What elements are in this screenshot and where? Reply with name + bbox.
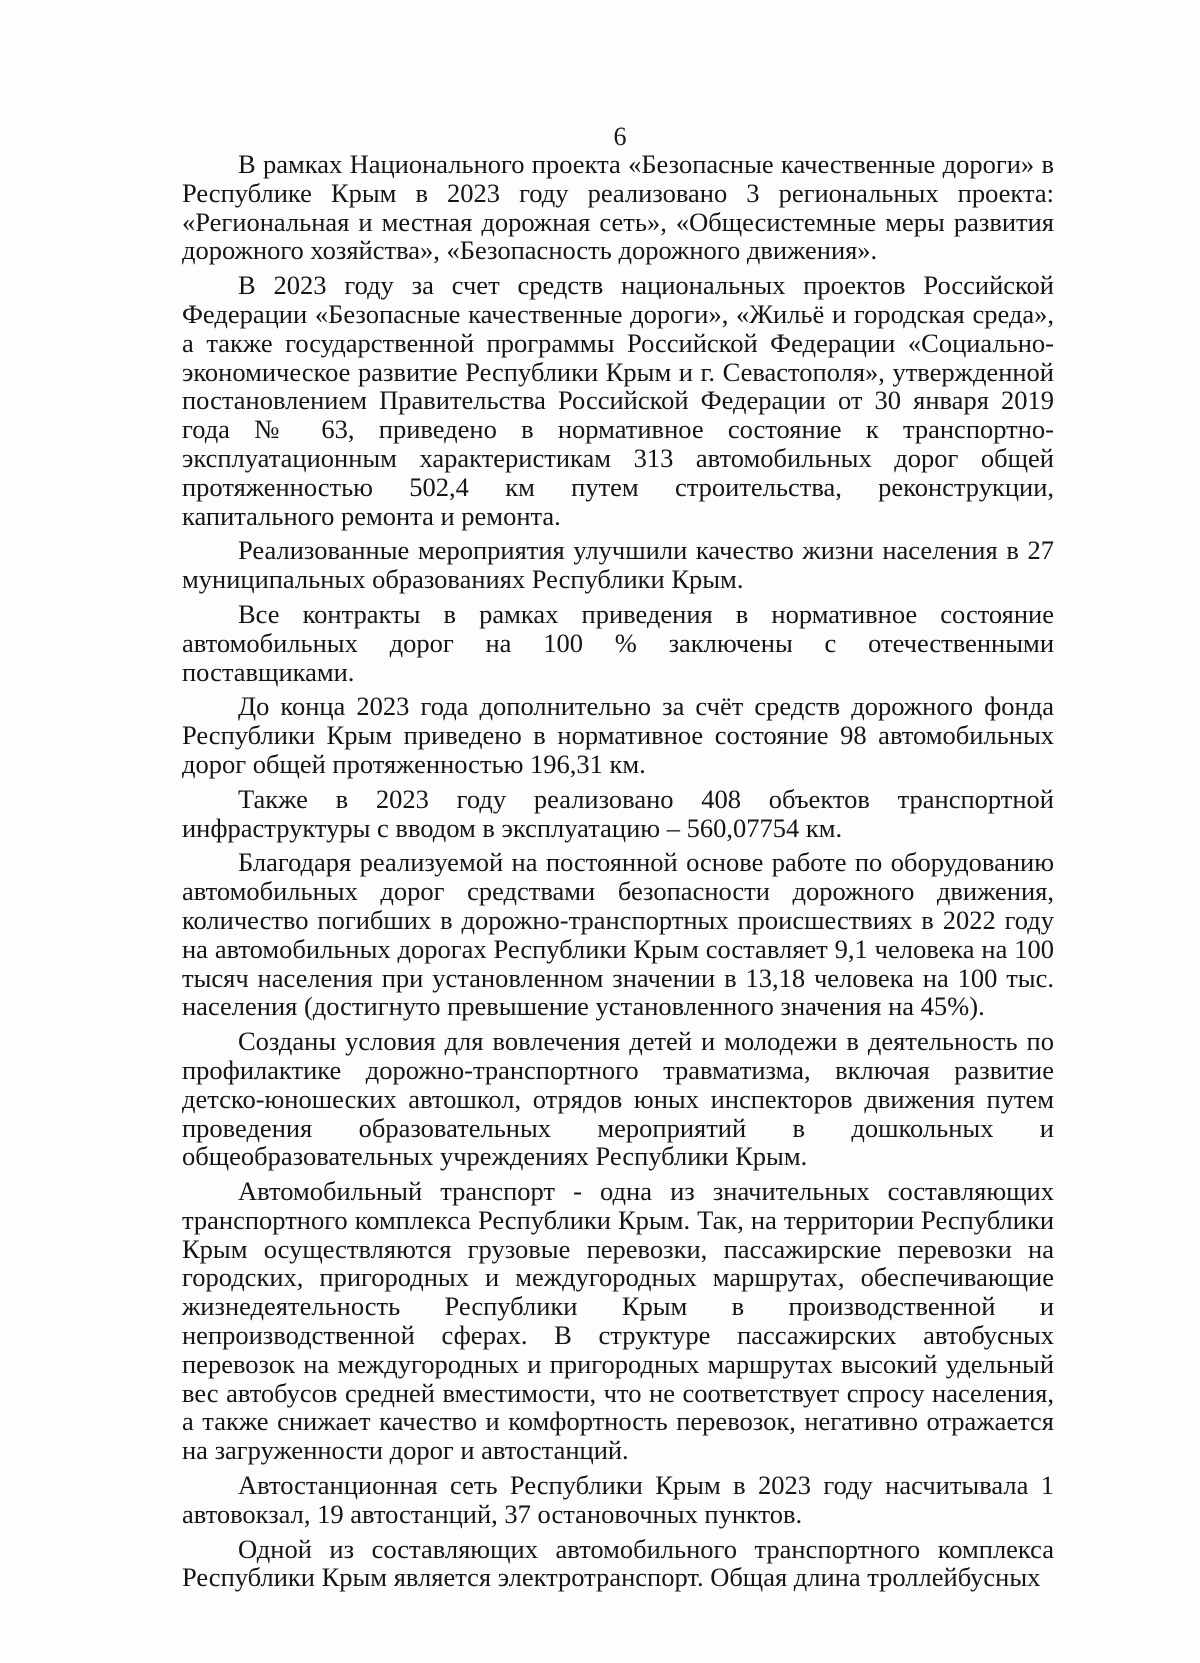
paragraph-road-fund: До конца 2023 года дополнительно за счёт средств дорожного фонда Республики Крым приведено в нормативное состояние 98 автомобильных дорог общей протяженностью 196,31 км. [182, 691, 1054, 779]
paragraph-infrastructure-objects: Также в 2023 году реализовано 408 объектов транспортной инфраструктуры с вводом в эксплуатацию – 560,07754 км. [182, 783, 1054, 843]
paragraph-electric-transport: Одной из составляющих автомобильного транспортного комплекса Республики Крым является электротранспорт. Общая длина троллейбусных [182, 1533, 1054, 1593]
paragraph-road-safety: Благодаря реализуемой на постоянной основе работе по оборудованию автомобильных дорог средствами безопасности дорожного движения, количество погибших в дорожно-транспортных происшествиях в 2022 году на автомобильных дорогах Республики Крым составляет 9,1 человека на 100 тысяч населения при установленном значении в 13,18 человека на 100 тыс. населения (достигнуто превышение установленного значения на 45%). [182, 847, 1054, 1022]
paragraph-youth-programs: Созданы условия для вовлечения детей и молодежи в деятельность по профилактике дорожно-транспортного травматизма, включая развитие детско-юношеских автошкол, отрядов юных инспекторов движения путем проведения образовательных мероприятий в дошкольных и общеобразовательных учреждениях Республики Крым. [182, 1026, 1054, 1172]
paragraph-contracts: Все контракты в рамках приведения в нормативное состояние автомобильных дорог на 100 % заключены с отечественными поставщиками. [182, 598, 1054, 687]
paragraph-bus-stations: Автостанционная сеть Республики Крым в 2023 году насчитывала 1 автовокзал, 19 автостанций, 37 остановочных пунктов. [182, 1470, 1054, 1529]
paragraph-road-transport: Автомобильный транспорт - одна из значительных составляющих транспортного комплекса Республики Крым. Так, на территории Республики Крым осуществляются грузовые перевозки, пассажирские перевозки на городских, пригородных и междугородных маршрутах, обеспечивающие жизнедеятельность Республики Крым в производственной и непроизводственной сферах. В структуре пассажирских автобусных перевозок на междугородных и пригородных маршрутах высокий удельный вес автобусов средней вместимости, что не соответствует спросу населения, а также снижает качество и комфортность перевозок, негативно отражается на загруженности дорог и автостанций. [182, 1176, 1054, 1466]
document-body [182, 150, 1054, 1598]
page-number: 6 [613, 122, 627, 151]
paragraph-quality-of-life: Реализованные мероприятия улучшили качество жизни населения в 27 муниципальных образованиях Республики Крым. [182, 535, 1054, 595]
paragraph-national-project: В рамках Национального проекта «Безопасные качественные дороги» в Республике Крым в 2023 году реализовано 3 региональных проекта: «Региональная и местная дорожная сеть», «Общесистемные меры развития дорожного хозяйства», «Безопасность дорожного движения». [182, 149, 1054, 266]
paragraph-roads-2023: В 2023 году за счет средств национальных проектов Российской Федерации «Безопасные качественные дороги», «Жильё и городская среда», а также государственной программы Российской Федерации «Социально-экономическое развитие Республики Крым и г. Севастополя», утвержденной постановлением Правительства Российской Федерации от 30 января 2019 года № 63, приведено в нормативное состояние к транспортно-эксплуатационным характеристикам 313 автомобильных дорог общей протяженностью 502,4 км путем строительства, реконструкции, капитального ремонта и ремонта. [182, 270, 1054, 531]
